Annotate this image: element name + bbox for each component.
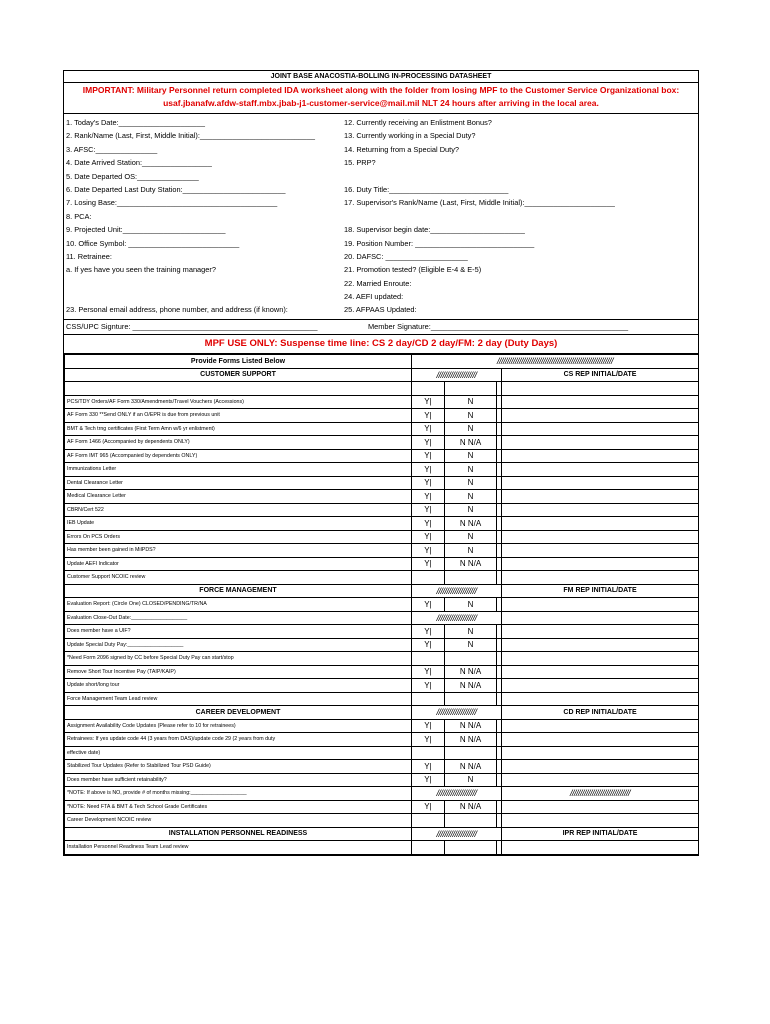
row-label: AF Form IMT 965 (Accompanied by dependents ONLY) [65, 449, 412, 463]
row-label: effective date) [65, 746, 412, 760]
left-field[interactable]: 3. AFSC:_______________ [66, 144, 158, 154]
yes-option[interactable]: Y| [412, 665, 445, 679]
page-title: JOINT BASE ANACOSTIA-BOLLING IN-PROCESSING DATASHEET [64, 71, 698, 83]
rep-initial-cell[interactable] [502, 611, 699, 625]
no-na-option[interactable] [445, 841, 497, 855]
no-na-option[interactable] [445, 571, 497, 585]
no-na-option[interactable]: N [445, 409, 497, 423]
right-field[interactable]: 24. AEFI updated: [344, 292, 404, 302]
rep-initial-cell[interactable] [502, 773, 699, 787]
row-label: Update AEFI Indicator [65, 557, 412, 571]
row-label: AF Form 330 **Send ONLY if an O/EPR is due from previous unit [65, 409, 412, 423]
table-row [65, 760, 699, 774]
rep-initial-cell[interactable] [502, 463, 699, 477]
table-row [65, 625, 699, 639]
no-na-option[interactable]: N [445, 395, 497, 409]
rep-initial-cell[interactable] [502, 557, 699, 571]
left-field[interactable]: 11. Retrainee: [66, 251, 112, 261]
rep-initial-cell[interactable] [502, 652, 699, 666]
section-title: CUSTOMER SUPPORT [65, 368, 412, 382]
table-row [65, 463, 699, 477]
yes-option[interactable]: Y| [412, 436, 445, 450]
table-row [65, 692, 699, 706]
table-row [65, 773, 699, 787]
no-na-option[interactable]: N [445, 773, 497, 787]
table-row [65, 814, 699, 828]
right-field[interactable]: 17. Supervisor's Rank/Name (Last, First, Middle Initial):______________________ [344, 198, 615, 208]
right-field[interactable]: 22. Married Enroute: [344, 278, 412, 288]
yes-option[interactable]: Y| [412, 409, 445, 423]
row-label: Update Special Duty Pay:___________________ [65, 638, 412, 652]
row-label: AF Form 1466 (Accompanied by dependents ONLY) [65, 436, 412, 450]
right-field[interactable]: 16. Duty Title:_____________________________ [344, 184, 509, 194]
no-na-option[interactable]: N [445, 449, 497, 463]
row-label: *Need Form 2096 signed by CC before Special Duty Pay can start/stop [65, 652, 412, 666]
rep-initial-header: CS REP INITIAL/DATE [502, 368, 699, 382]
signature-row [64, 319, 698, 334]
no-na-option[interactable]: N [445, 490, 497, 504]
right-field[interactable] [344, 170, 694, 183]
no-na-option[interactable] [445, 814, 497, 828]
no-na-option[interactable]: N [445, 503, 497, 517]
yes-option[interactable]: Y| [412, 490, 445, 504]
left-field[interactable]: 23. Personal email address, phone number, and address (if known): [66, 305, 288, 315]
table-row [65, 611, 699, 625]
left-field[interactable]: 5. Date Departed OS:_______________ [66, 171, 199, 181]
rep-initial-cell[interactable] [502, 719, 699, 733]
rep-initial-cell[interactable] [502, 733, 699, 747]
table-row [65, 544, 699, 558]
rep-initial-cell[interactable] [502, 503, 699, 517]
rep-initial-cell[interactable] [502, 395, 699, 409]
right-field[interactable]: 19. Position Number: _____________________________ [344, 238, 535, 248]
table-row [65, 841, 699, 855]
table-row [65, 679, 699, 693]
rep-initial-cell[interactable] [502, 436, 699, 450]
yes-option[interactable] [412, 692, 445, 706]
rep-initial-cell[interactable] [502, 746, 699, 760]
yes-option[interactable]: Y| [412, 760, 445, 774]
yes-option[interactable]: Y| [412, 476, 445, 490]
yes-option[interactable]: Y| [412, 395, 445, 409]
rep-initial-cell[interactable] [502, 449, 699, 463]
yes-option[interactable] [412, 746, 445, 760]
row-label: Evaluation Close-Out Date:___________________ [65, 611, 412, 625]
table-row [65, 382, 699, 396]
slash-fill: ////////////////////////////////////////////////////////// [412, 355, 699, 369]
no-na-option[interactable]: N N/A [445, 436, 497, 450]
yes-option[interactable] [412, 814, 445, 828]
row-label: Evaluation Report: (Circle One) CLOSED/PENDING/TR/NA [65, 598, 412, 612]
yes-option[interactable] [412, 571, 445, 585]
row-label: Stabilized Tour Updates (Refer to Stabilized Tour PSD Guide) [65, 760, 412, 774]
table-row [65, 557, 699, 571]
row-label: Medical Clearance Letter [65, 490, 412, 504]
table-row [65, 719, 699, 733]
yes-option[interactable]: Y| [412, 530, 445, 544]
right-field[interactable] [344, 210, 694, 223]
row-label: Retrainees: If yes update code 44 (3 years from DAS)/update code 29 (2 years from duty [65, 733, 412, 747]
yes-option[interactable]: Y| [412, 517, 445, 531]
slash-fill: //////////////////// [412, 584, 502, 598]
section-header-row [65, 827, 699, 841]
left-field[interactable]: 8. PCA: [66, 211, 92, 221]
row-label: Update short/long tour [65, 679, 412, 693]
right-fields [344, 114, 694, 317]
section-header-row [65, 706, 699, 720]
rep-initial-cell[interactable] [502, 409, 699, 423]
rep-initial-cell[interactable] [502, 841, 699, 855]
left-field[interactable]: 10. Office Symbol: ___________________________ [66, 238, 240, 248]
table-row [65, 422, 699, 436]
forms-header: Provide Forms Listed Below [65, 355, 412, 369]
table-row [65, 449, 699, 463]
no-na-option[interactable]: N [445, 422, 497, 436]
mpf-banner: MPF USE ONLY: Suspense time line: CS 2 day/CD 2 day/FM: 2 day (Duty Days) [64, 334, 698, 354]
rep-initial-cell[interactable] [502, 800, 699, 814]
row-label: *NOTE: Need FTA & BMT & Tech School Grade Certificates [65, 800, 412, 814]
member-signature[interactable]: Member Signature:________________________________________________ [368, 322, 629, 331]
slash-fill: //////////////////// [412, 787, 502, 801]
row-label: BMT & Tech trng certificates (First Term Amn w/6 yr enlistment) [65, 422, 412, 436]
important-notice: IMPORTANT: Military Personnel return completed IDA worksheet along with the folder from losing MPF to the Customer Service Organizational box: usaf.jbanafw.afdw-staff.mbx.jbab-j1-customer-service@mail.mil NLT 24 hours after arriving in the local area. [64, 83, 698, 114]
rep-initial-cell[interactable] [502, 422, 699, 436]
rep-initial-header: CD REP INITIAL/DATE [502, 706, 699, 720]
row-label: PCS/TDY Orders/AF Form 330/Amendments/Travel Vouchers (Accessions) [65, 395, 412, 409]
table-row [65, 395, 699, 409]
rep-initial-header: FM REP INITIAL/DATE [502, 584, 699, 598]
yes-option[interactable]: Y| [412, 638, 445, 652]
table-row [65, 571, 699, 585]
table-row [65, 746, 699, 760]
row-label: Career Development NCOIC review [65, 814, 412, 828]
row-label: Force Management Team Lead review [65, 692, 412, 706]
personal-info-section [64, 114, 698, 319]
slash-fill: //////////////////// [412, 827, 502, 841]
table-row [65, 476, 699, 490]
no-na-option[interactable]: N [445, 463, 497, 477]
yes-option[interactable]: Y| [412, 557, 445, 571]
yes-option[interactable]: Y| [412, 449, 445, 463]
section-title: FORCE MANAGEMENT [65, 584, 412, 598]
rep-initial-cell[interactable] [502, 517, 699, 531]
row-label: Does member have sufficient retainability? [65, 773, 412, 787]
table-row [65, 638, 699, 652]
slash-fill: //////////////////// [412, 611, 502, 625]
rep-initial-cell[interactable] [502, 544, 699, 558]
right-field[interactable]: 12. Currently receiving an Enlistment Bonus? [344, 118, 492, 127]
table-row [65, 530, 699, 544]
left-field[interactable]: 7. Losing Base:_______________________________________ [66, 198, 278, 208]
no-na-option[interactable] [445, 652, 497, 666]
table-row [65, 409, 699, 423]
rep-initial-cell[interactable] [502, 490, 699, 504]
table-row [65, 598, 699, 612]
yes-option[interactable] [412, 652, 445, 666]
row-label: IEB Update [65, 517, 412, 531]
table-row [65, 517, 699, 531]
row-label: Remove Short Tour Incentive Pay (TAIP/KAIP) [65, 665, 412, 679]
no-na-option[interactable]: N N/A [445, 760, 497, 774]
slash-fill: //////////////////// [412, 368, 502, 382]
row-label: Does member have a UIF? [65, 625, 412, 639]
row-label: Immunizations Letter [65, 463, 412, 477]
table-row [65, 490, 699, 504]
row-label: Has member been gained in MilPDS? [65, 544, 412, 558]
rep-initial-cell[interactable]: ////////////////////////////// [502, 787, 699, 801]
row-label: Assignment Availability Code Updates (Please refer to 10 for retrainees) [65, 719, 412, 733]
rep-initial-cell[interactable] [502, 692, 699, 706]
yes-option[interactable]: Y| [412, 773, 445, 787]
row-label: *NOTE: If above is NO, provide # of months missing:___________________ [65, 787, 412, 801]
no-na-option[interactable]: N [445, 544, 497, 558]
left-field[interactable] [66, 277, 336, 290]
no-na-option[interactable]: N N/A [445, 733, 497, 747]
yes-option[interactable]: Y| [412, 422, 445, 436]
no-na-option[interactable]: N N/A [445, 719, 497, 733]
table-row [65, 787, 699, 801]
left-field[interactable]: 2. Rank/Name (Last, First, Middle Initial):____________________________ [66, 131, 315, 141]
right-field[interactable]: 25. AFPAAS Updated: [344, 305, 417, 315]
no-na-option[interactable]: N N/A [445, 665, 497, 679]
rep-initial-cell[interactable] [502, 382, 699, 396]
table-row [65, 733, 699, 747]
no-na-option[interactable] [445, 746, 497, 760]
right-field[interactable]: 21. Promotion tested? (Eligible E-4 & E-5) [344, 265, 482, 275]
table-row [65, 800, 699, 814]
left-field[interactable]: 9. Projected Unit:_________________________ [66, 225, 226, 235]
yes-option[interactable]: Y| [412, 625, 445, 639]
rep-initial-cell[interactable] [502, 760, 699, 774]
rep-initial-cell[interactable] [502, 814, 699, 828]
no-na-option[interactable]: N [445, 625, 497, 639]
no-na-option[interactable]: N N/A [445, 557, 497, 571]
left-field[interactable]: 1. Today's Date:_____________________ [66, 118, 205, 127]
datasheet [63, 70, 699, 856]
table-row [65, 665, 699, 679]
yes-option[interactable]: Y| [412, 679, 445, 693]
right-field[interactable]: 20. DAFSC: ____________________ [344, 251, 468, 261]
table-row [65, 436, 699, 450]
no-na-option[interactable]: N [445, 530, 497, 544]
yes-option[interactable]: Y| [412, 733, 445, 747]
rep-initial-cell[interactable] [502, 665, 699, 679]
yes-option[interactable]: Y| [412, 598, 445, 612]
no-na-option[interactable] [445, 382, 497, 396]
no-na-option[interactable] [445, 692, 497, 706]
no-na-option[interactable]: N N/A [445, 517, 497, 531]
right-field[interactable]: 14. Returning from a Special Duty? [344, 144, 460, 154]
row-label: Dental Clearance Letter [65, 476, 412, 490]
rep-initial-cell[interactable] [502, 625, 699, 639]
left-fields [66, 114, 336, 317]
row-label: Installation Personnel Readiness Team Lead review [65, 841, 412, 855]
table-row [65, 652, 699, 666]
rep-initial-cell[interactable] [502, 571, 699, 585]
rep-initial-cell[interactable] [502, 679, 699, 693]
yes-option[interactable]: Y| [412, 800, 445, 814]
rep-initial-header: IPR REP INITIAL/DATE [502, 827, 699, 841]
rep-initial-cell[interactable] [502, 638, 699, 652]
right-field[interactable]: 13. Currently working in a Special Duty? [344, 131, 476, 141]
yes-option[interactable]: Y| [412, 463, 445, 477]
section-title: CAREER DEVELOPMENT [65, 706, 412, 720]
no-na-option[interactable]: N [445, 476, 497, 490]
section-title: INSTALLATION PERSONNEL READINESS [65, 827, 412, 841]
no-na-option[interactable]: N N/A [445, 679, 497, 693]
left-field[interactable]: 6. Date Departed Last Duty Station:_________________________ [66, 184, 286, 194]
rep-initial-cell[interactable] [502, 476, 699, 490]
right-field[interactable]: 15. PRP? [344, 158, 376, 168]
left-field[interactable]: 4. Date Arrived Station:_________________ [66, 158, 212, 168]
no-na-option[interactable]: N N/A [445, 800, 497, 814]
no-na-option[interactable]: N [445, 638, 497, 652]
rep-initial-cell[interactable] [502, 530, 699, 544]
no-na-option[interactable]: N [445, 598, 497, 612]
right-field[interactable]: 18. Supervisor begin date:_______________________ [344, 225, 525, 235]
left-field[interactable] [66, 290, 336, 303]
rep-initial-cell[interactable] [502, 598, 699, 612]
forms-header-row [65, 355, 699, 369]
slash-fill: //////////////////// [412, 706, 502, 720]
yes-option[interactable]: Y| [412, 503, 445, 517]
row-label: CBRN/Cert 522 [65, 503, 412, 517]
row-label [65, 382, 412, 396]
css-signature[interactable]: CSS/UPC Signture: _____________________________________________ [66, 322, 318, 331]
left-field[interactable]: a. If yes have you seen the training manager? [66, 265, 216, 275]
yes-option[interactable] [412, 841, 445, 855]
section-header-row [65, 368, 699, 382]
table-row [65, 503, 699, 517]
yes-option[interactable]: Y| [412, 719, 445, 733]
forms-table [64, 354, 699, 855]
section-header-row [65, 584, 699, 598]
yes-option[interactable]: Y| [412, 544, 445, 558]
row-label: Errors On PCS Orders [65, 530, 412, 544]
row-label: Customer Support NCOIC review [65, 571, 412, 585]
yes-option[interactable] [412, 382, 445, 396]
